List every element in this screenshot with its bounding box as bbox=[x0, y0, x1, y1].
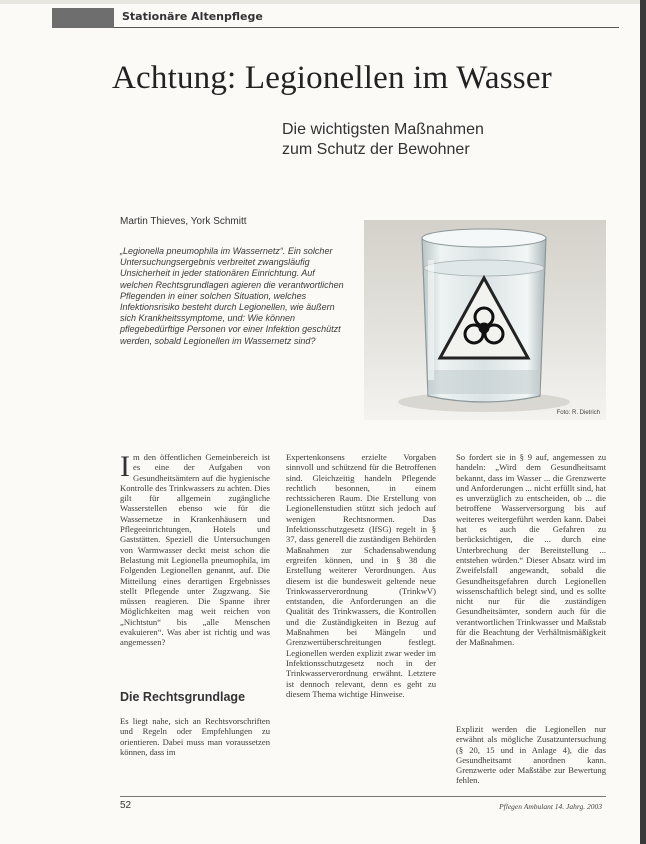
water-glass-biohazard-illustration bbox=[364, 220, 606, 420]
column-3-text: So fordert sie in § 9 auf, angemessen zu handeln: „Wird dem Gesundheitsamt bekannt, dass im Wasser ... die Grenzwerte und Anforderungen ... nicht erfüllt sind, hat es unverzüglich zu entscheiden, ob ... die betroffene Wasserversorgung bis auf weiteres weitergeführt werden kann. Dabei hat es auch die Gefahren zu berücksichtigen, die ... durch eine Unterbrechung der Bereitstellung ... entstehen würden.“ Dieser Absatz wird im Zweifelsfall angewandt, sobald die Gesundheitsgefahren durch Legionellen wissenschaftlich belegt sind, und es sollte nicht nur für die zuständigen Gesundheitsämter, sondern auch für die verantwortlichen Trinkwasser und Maßstab für die Beachtung der Verhältnismäßigkeit der Maßnahmen. bbox=[456, 452, 606, 648]
journal-reference: Pflegen Ambulant 14. Jahrg. 2003 bbox=[499, 802, 602, 811]
article-title: Achtung: Legionellen im Wasser bbox=[112, 60, 552, 96]
photo-credit: Foto: R. Dietrich bbox=[556, 410, 600, 416]
article-subtitle bbox=[282, 120, 582, 160]
drop-cap: I bbox=[120, 450, 130, 483]
footer-rule bbox=[120, 796, 606, 797]
header-block bbox=[52, 8, 114, 28]
column-1-bottom-text: Es liegt nahe, sich an Rechtsvorschriften und Regeln oder Empfehlungen zu orientieren. Dabei muss man voraussetzen können, dass im bbox=[120, 716, 270, 757]
section-heading-rechtsgrundlage: Die Rechtsgrundlage bbox=[120, 690, 246, 704]
intro-teaser: „Legionella pneumophila im Wassernetz“. Ein solcher Untersuchungsergebnis verbreitet zwangsläufig Unsicherheit in jeder stationären Einrichtung. Auf welchen Rechtsgrundlagen agieren die verantwortlichen Pflegenden in einer solchen Situation, welches Infektionsrisiko besteht durch Legionellen, wie äußern sich Krankheitssymptome, und: Wie können pflegebedürftige Personen vor einer Infektion geschützt werden, sobald Legionellen im Wassernetz sind? bbox=[120, 246, 344, 346]
page-number: 52 bbox=[120, 800, 132, 811]
subtitle-line-2: zum Schutz der Bewohner bbox=[282, 141, 470, 158]
page-right-edge bbox=[640, 0, 646, 844]
column-3-bottom-text: Explizit werden die Legionellen nur erwähnt als mögliche Zusatzuntersuchung (§ 20, 15 und in Anlage 4), die das Gesundheitsamt anordnen kann. Grenzwerte oder Maßstäbe zur Bewertung fehlen. bbox=[456, 724, 606, 786]
authors: Martin Thieves, York Schmitt bbox=[120, 216, 247, 227]
body-column-3 bbox=[456, 452, 606, 648]
photo-water-glass bbox=[364, 220, 606, 420]
body-column-2 bbox=[286, 452, 436, 699]
header-rule bbox=[114, 27, 619, 28]
body-column-1 bbox=[120, 452, 270, 648]
column-2-text: Expertenkonsens erzielte Vorgaben sinnvoll und schützend für die Betroffenen sind. Gleichzeitig handeln Pflegende rechtlich besonnen, in einem rechtssicheren Raum. Die Erstellung von Legionellenstudien stützt sich jedoch auf wenigen Rechtsnormen. Das Infektionsschutzgesetz (IfSG) regelt in § 37, dass generell die zuständigen Behörden Maßnahmen zur Schadensabwendung ergreifen können, und in § 38 die Erstellung weiterer Verordnungen. Aus diesem ist die bundesweit geltende neue Trinkwasserverordnung (TrinkwV) entstanden, die Anforderungen an die Qualität des Trinkwassers, die Kontrollen und die Zuständigkeiten in Bezug auf Maßnahmen bei Mängeln und Grenzwertüberschreitungen festlegt. Legionellen werden explizit zwar weder im Infektionsschutzgesetz noch in der Trinkwasserverordnung erwähnt. Letztere ist dennoch relevant, denn es geht zu diesem Thema wichtige Hinweise. bbox=[286, 452, 436, 699]
column-1-text: m den öffentlichen Gemeinbereich ist es eine der Aufgaben von Gesundheitsämtern auf die hygienische Kontrolle des Trinkwassers zu achten. Dies gilt für allgemein zugängliche Wasserstellen ebenso wie für die Wassernetze in Krankenhäusern und Pflegeeinrichtungen, Hotels und Gaststätten. Speziell die Untersuchungen von Warmwasser deckt meist schon die Belastung mit Legionella pneumophila, im Folgenden Legionellen genannt, auf. Die Mitteilung eines derartigen Ergebnisses stellt Pflegende unter Zugzwang. Sie müssen reagieren. Die Spanne ihrer Möglichkeiten mag weit reichen von „Nichtstun“ bis „alle Menschen evakuieren“. Was aber ist richtig und was angemessen? bbox=[120, 452, 270, 648]
page-top-edge bbox=[0, 0, 646, 4]
section-header bbox=[52, 8, 622, 28]
subtitle-line-1: Die wichtigsten Maßnahmen bbox=[282, 121, 484, 138]
section-label: Stationäre Altenpflege bbox=[122, 10, 263, 23]
